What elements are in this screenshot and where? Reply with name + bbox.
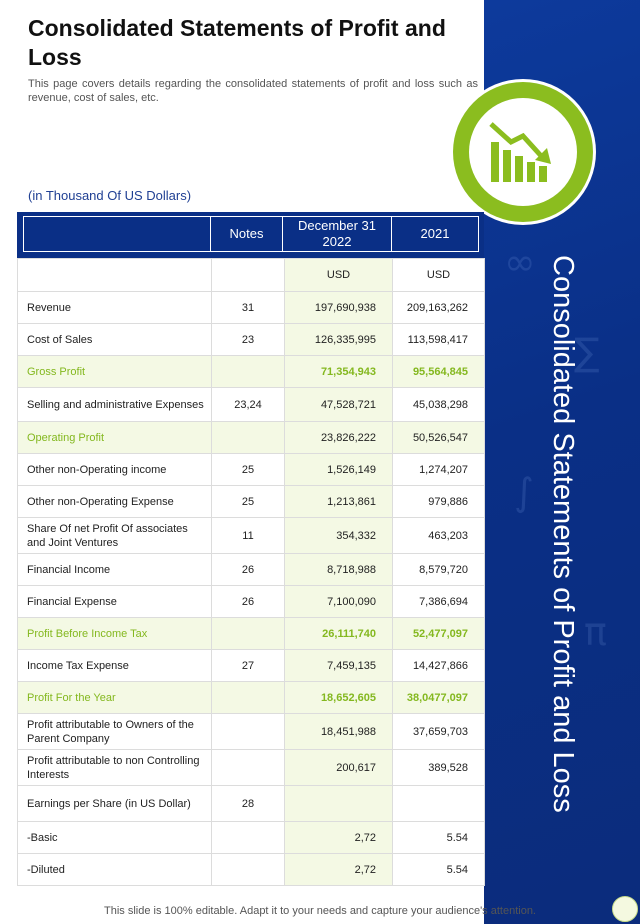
row-label: Operating Profit — [18, 422, 212, 454]
row-current: 26,111,740 — [285, 618, 393, 650]
row-current: 200,617 — [285, 750, 393, 786]
row-label: Profit attributable to Owners of the Parent Company — [18, 714, 212, 750]
table-row-highlight — [18, 422, 485, 454]
row-prior: 5.54 — [393, 854, 485, 886]
row-label: Profit Before Income Tax — [18, 618, 212, 650]
profit-loss-table — [17, 258, 485, 886]
table-row — [18, 518, 485, 554]
decorative-glyph: ∞ — [504, 240, 536, 284]
table-row — [18, 822, 485, 854]
row-notes: 25 — [212, 454, 285, 486]
row-prior: 14,427,866 — [393, 650, 485, 682]
row-label: Profit For the Year — [18, 682, 212, 714]
row-prior: 52,477,097 — [393, 618, 485, 650]
row-label: Share Of net Profit Of associates and Joint Ventures — [18, 518, 212, 554]
row-label: Revenue — [18, 292, 212, 324]
table-row — [18, 650, 485, 682]
decorative-glyph: ∑ — [574, 330, 600, 374]
page-title: Consolidated Statements of Profit and Loss — [28, 15, 446, 70]
table-row — [18, 786, 485, 822]
footer-note: This slide is 100% editable. Adapt it to your needs and capture your audience's attention. — [104, 905, 536, 917]
row-prior: 50,526,547 — [393, 422, 485, 454]
units-note: (in Thousand Of US Dollars) — [28, 188, 192, 203]
row-label: Profit attributable to non Controlling Interests — [18, 750, 212, 786]
currency-prior: USD — [393, 259, 485, 292]
table-header — [17, 212, 484, 258]
row-notes — [212, 682, 285, 714]
row-label: Income Tax Expense — [18, 650, 212, 682]
row-current: 1,213,861 — [285, 486, 393, 518]
table-row — [18, 554, 485, 586]
row-current: 2,72 — [285, 854, 393, 886]
row-notes — [212, 422, 285, 454]
row-notes: 26 — [212, 586, 285, 618]
header-label-cell — [23, 216, 211, 252]
row-label: Financial Income — [18, 554, 212, 586]
row-notes — [212, 714, 285, 750]
row-current: 71,354,943 — [285, 356, 393, 388]
currency-current: USD — [285, 259, 393, 292]
row-prior: 7,386,694 — [393, 586, 485, 618]
row-notes — [212, 356, 285, 388]
row-prior: 38,0477,097 — [393, 682, 485, 714]
row-prior: 113,598,417 — [393, 324, 485, 356]
row-current: 23,826,222 — [285, 422, 393, 454]
vertical-title: Consolidated Statements of Profit and Loss — [547, 255, 579, 813]
decorative-glyph: ∫ — [514, 470, 534, 514]
row-current — [285, 786, 393, 822]
row-prior: 1,274,207 — [393, 454, 485, 486]
currency-label-cell — [18, 259, 212, 292]
table-row-highlight — [18, 356, 485, 388]
row-notes: 26 — [212, 554, 285, 586]
table-row — [18, 292, 485, 324]
table-row — [18, 454, 485, 486]
row-current: 47,528,721 — [285, 388, 393, 422]
row-prior: 979,886 — [393, 486, 485, 518]
row-label: Earnings per Share (in US Dollar) — [18, 786, 212, 822]
row-notes: 23 — [212, 324, 285, 356]
row-prior — [393, 786, 485, 822]
row-label: Gross Profit — [18, 356, 212, 388]
table-row-highlight — [18, 618, 485, 650]
table-row — [18, 388, 485, 422]
header-notes: Notes — [210, 216, 283, 252]
row-current: 197,690,938 — [285, 292, 393, 324]
row-notes: 23,24 — [212, 388, 285, 422]
row-current: 18,451,988 — [285, 714, 393, 750]
row-notes — [212, 618, 285, 650]
table-row — [18, 586, 485, 618]
row-notes — [212, 822, 285, 854]
row-prior: 463,203 — [393, 518, 485, 554]
corner-decoration — [612, 896, 638, 922]
row-label: Financial Expense — [18, 586, 212, 618]
header-prior-period: 2021 — [391, 216, 479, 252]
row-current: 1,526,149 — [285, 454, 393, 486]
row-current: 8,718,988 — [285, 554, 393, 586]
row-current: 2,72 — [285, 822, 393, 854]
row-notes: 31 — [212, 292, 285, 324]
icon-badge-inner — [469, 98, 577, 206]
page-subtitle: This page covers details regarding the consolidated statements of profit and loss such as revenue, cost of sales, etc. — [28, 78, 478, 104]
table-row — [18, 324, 485, 356]
table-row — [18, 486, 485, 518]
row-notes: 25 — [212, 486, 285, 518]
row-label: Cost of Sales — [18, 324, 212, 356]
currency-notes-cell — [212, 259, 285, 292]
row-notes — [212, 750, 285, 786]
row-current: 18,652,605 — [285, 682, 393, 714]
row-label: -Diluted — [18, 854, 212, 886]
row-label: -Basic — [18, 822, 212, 854]
header-current-period: December 31 2022 — [282, 216, 392, 252]
row-notes: 28 — [212, 786, 285, 822]
row-notes — [212, 854, 285, 886]
row-prior: 8,579,720 — [393, 554, 485, 586]
declining-bar-chart-icon — [489, 120, 557, 184]
row-notes: 11 — [212, 518, 285, 554]
row-label: Selling and administrative Expenses — [18, 388, 212, 422]
row-prior: 95,564,845 — [393, 356, 485, 388]
row-label: Other non-Operating Expense — [18, 486, 212, 518]
row-current: 354,332 — [285, 518, 393, 554]
row-prior: 37,659,703 — [393, 714, 485, 750]
row-prior: 209,163,262 — [393, 292, 485, 324]
row-notes: 27 — [212, 650, 285, 682]
row-prior: 45,038,298 — [393, 388, 485, 422]
row-label: Other non-Operating income — [18, 454, 212, 486]
currency-row — [18, 259, 485, 292]
row-current: 7,100,090 — [285, 586, 393, 618]
row-prior: 389,528 — [393, 750, 485, 786]
row-prior: 5.54 — [393, 822, 485, 854]
table-row — [18, 854, 485, 886]
table-row — [18, 750, 485, 786]
decorative-glyph: π — [584, 610, 607, 654]
row-current: 7,459,135 — [285, 650, 393, 682]
row-current: 126,335,995 — [285, 324, 393, 356]
table-row — [18, 714, 485, 750]
table-row-highlight — [18, 682, 485, 714]
